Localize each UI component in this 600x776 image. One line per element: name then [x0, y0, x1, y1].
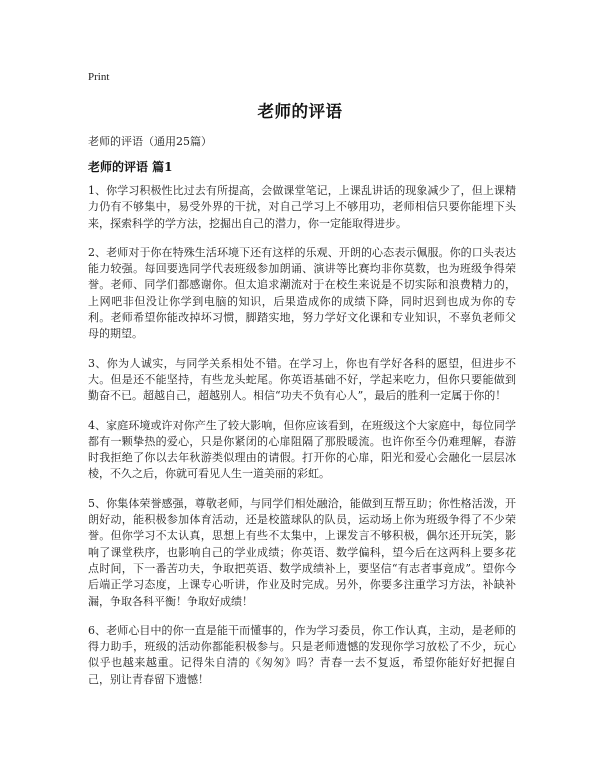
section-heading: 老师的评语 篇1 — [88, 160, 173, 174]
page-title: 老师的评语 — [257, 102, 343, 121]
article-body — [88, 183, 516, 701]
paragraph-3: 3、你为人诚实，与同学关系相处不错。在学习上，你也有学好各科的愿望，但进步不大。但是还不能坚持，有些龙头蛇尾。你英语基础不好，学起来吃力，但你只要能做到勤奋不已。超越自己，超越别人。相信“功夫不负有心人”，最后的胜利一定属于你的！ — [88, 356, 516, 403]
paragraph-5: 5、你集体荣誉感强，尊敬老师，与同学们相处融洽，能做到互帮互助；你性格活泼，开朗好动，能积极参加体育活动，还是校篮球队的队员，运动场上你为班级争得了不少荣誉。但你学习不太认真，思想上有些不太集中，上课发言不够积极，偶尔还开玩笑，影响了课堂秩序，也影响自己的学业成绩；你英语、数学偏科，望今后在这两科上要多花点时间，下一番苦功夫，争取把英语、数学成绩补上，要坚信“有志者事竟成”。望你今后端正学习态度，上课专心听讲，作业及时完成。另外，你要多注重学习方法，补缺补漏，争取各科平衡！争取好成绩！ — [88, 496, 516, 608]
paragraph-1: 1、你学习积极性比过去有所提高，会做课堂笔记，上课乱讲话的现象减少了，但上课精力仍有不够集中，易受外界的干扰，对自己学习上不够用功，老师相信只要你能埋下头来，探索科学的学方法，挖掘出自己的潜力，你一定能取得进步。 — [88, 184, 516, 230]
paragraph-2: 2、老师对于你在特殊生活环境下还有这样的乐观、开朗的心态表示佩服。你的口头表达能力较强。每回要选同学代表班级参加朗诵、演讲等比赛均非你莫数，也为班级争得荣誉。老师、同学们都感谢你。但太追求潮流对于在校生来说是不切实际和浪费精力的，上网吧非但没让你学到电脑的知识，后果造成你的成绩下降，同时迟到也成为你的专利。老师希望你能改掉坏习惯，脚踏实地，努力学好文化课和专业知识，不辜负老师父母的期望。 — [88, 245, 516, 341]
paragraph-6: 6、老师心目中的你一直是能干而懂事的，作为学习委员，你工作认真，主动，是老师的得力助手，班级的活动你都能积极参与。只是老师遗憾的发现你学习放松了不少，玩心似乎也越来越重。记得朱自清的《匆匆》吗？青春一去不复返，希望你能好好把握自己，别让青春留下遗憾！ — [88, 623, 516, 686]
document-subtitle: 老师的评语（通用25篇） — [88, 135, 212, 148]
print-label: Print — [88, 71, 110, 83]
paragraph-4: 4、家庭环境或许对你产生了较大影响，但你应该看到，在班级这个大家庭中，每位同学都有一颗挚热的爱心，只是你紧闭的心扉阻隔了那股暖流。也许你至今仍难理解，春游时我拒绝了你以去年秋游类似理由的请假。打开你的心扉，阳光和爱心会融化一层层冰棱，不久之后，你就可看见人生一道美丽的彩虹。 — [88, 418, 516, 481]
